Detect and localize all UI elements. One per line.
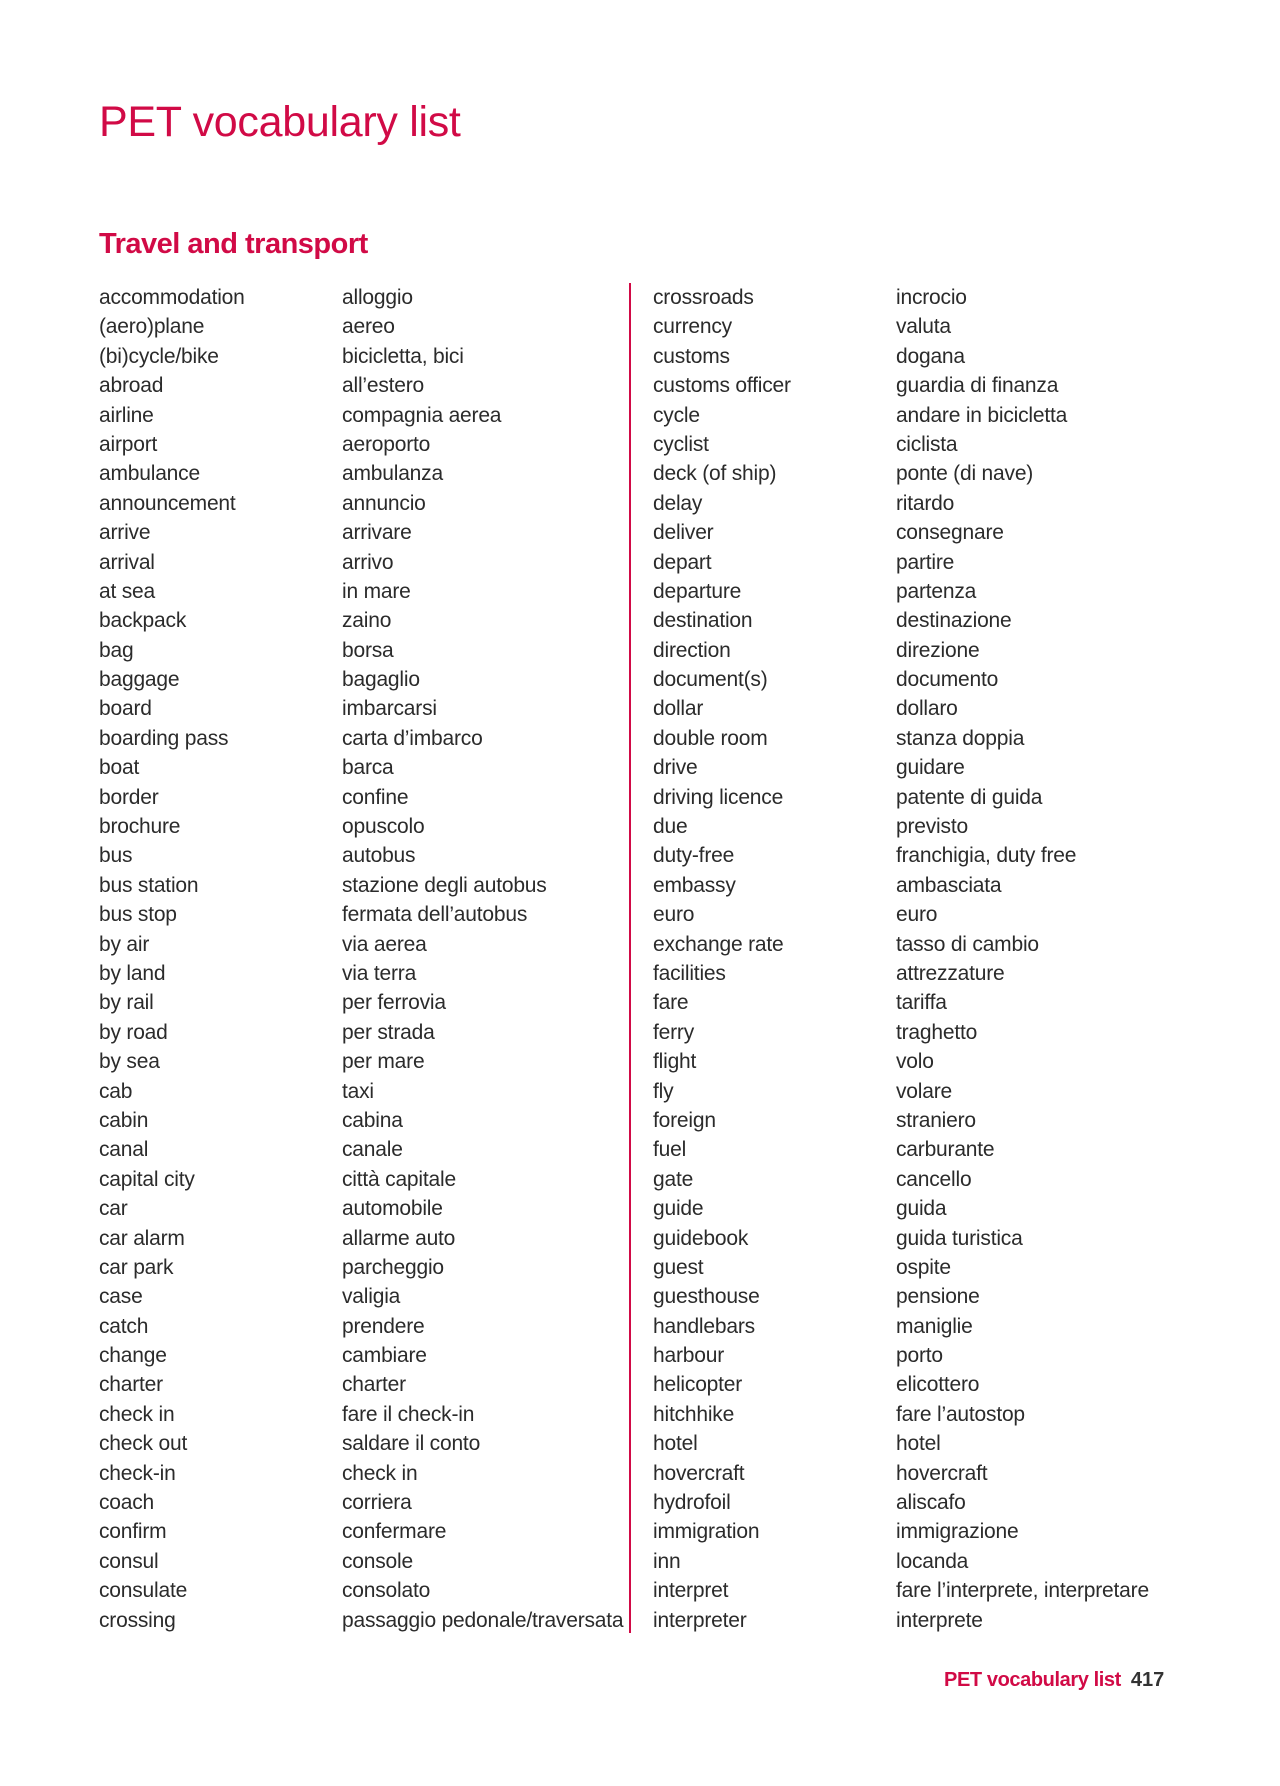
vocab-entry: hydrofoil bbox=[653, 1491, 731, 1515]
vocab-entry: guardia di finanza bbox=[896, 374, 1059, 398]
vocab-entry: embassy bbox=[653, 873, 736, 897]
vocab-entry: consulate bbox=[99, 1579, 188, 1603]
vocab-entry: guide bbox=[653, 1197, 704, 1221]
vocab-entry: documento bbox=[896, 668, 999, 692]
vocab-entry: arrivo bbox=[342, 550, 394, 574]
vocab-entry: andare in bicicletta bbox=[896, 403, 1068, 427]
vocab-entry: backpack bbox=[99, 609, 187, 633]
vocab-entry: guidebook bbox=[653, 1226, 749, 1250]
vocab-entry: aereo bbox=[342, 315, 395, 339]
vocab-entry: allarme auto bbox=[342, 1226, 456, 1250]
vocab-entry: deck (of ship) bbox=[653, 462, 777, 486]
vocab-entry: dollar bbox=[653, 697, 704, 721]
vocab-entry: charter bbox=[99, 1373, 163, 1397]
vocab-entry: guidare bbox=[896, 756, 965, 780]
vocab-entry: brochure bbox=[99, 815, 181, 839]
vocab-entry: per mare bbox=[342, 1050, 425, 1074]
vocab-entry: car park bbox=[99, 1255, 174, 1279]
vocab-entry: hovercraft bbox=[896, 1461, 988, 1485]
vocab-entry: passaggio pedonale/traversata bbox=[342, 1608, 624, 1632]
right-english-column bbox=[653, 283, 791, 1635]
vocab-entry: destinazione bbox=[896, 609, 1012, 633]
vocab-entry: cancello bbox=[896, 1167, 972, 1191]
vocab-entry: coach bbox=[99, 1491, 155, 1515]
vocab-entry: bus bbox=[99, 844, 133, 868]
vocab-entry: immigrazione bbox=[896, 1520, 1019, 1544]
vocab-entry: tariffa bbox=[896, 991, 947, 1015]
column-divider bbox=[629, 283, 631, 1633]
vocab-entry: arrival bbox=[99, 550, 155, 574]
left-english-column bbox=[99, 283, 245, 1635]
vocab-entry: board bbox=[99, 697, 152, 721]
vocab-entry: locanda bbox=[896, 1549, 969, 1573]
vocab-entry: baggage bbox=[99, 668, 180, 692]
vocab-entry: by sea bbox=[99, 1050, 160, 1074]
vocab-entry: carta d’imbarco bbox=[342, 726, 483, 750]
vocab-entry: in mare bbox=[342, 579, 411, 603]
vocab-entry: bagaglio bbox=[342, 668, 420, 692]
vocab-entry: euro bbox=[896, 903, 938, 927]
vocab-entry: stazione degli autobus bbox=[342, 873, 547, 897]
vocab-entry: cab bbox=[99, 1079, 133, 1103]
vocab-entry: confine bbox=[342, 785, 409, 809]
vocab-entry: driving licence bbox=[653, 785, 784, 809]
vocab-entry: canal bbox=[99, 1138, 149, 1162]
vocab-entry: valuta bbox=[896, 315, 951, 339]
vocab-entry: interprete bbox=[896, 1608, 983, 1632]
vocab-entry: consul bbox=[99, 1549, 159, 1573]
vocab-entry: corriera bbox=[342, 1491, 412, 1515]
left-italian-column bbox=[342, 283, 623, 1635]
vocab-entry: crossroads bbox=[653, 286, 754, 309]
vocab-entry: foreign bbox=[653, 1108, 716, 1132]
vocab-entry: patente di guida bbox=[896, 785, 1043, 809]
vocab-entry: ambulance bbox=[99, 462, 200, 486]
vocab-entry: cabin bbox=[99, 1108, 149, 1132]
vocab-entry: fare l’autostop bbox=[896, 1402, 1025, 1426]
vocab-entry: announcement bbox=[99, 491, 236, 515]
vocab-entry: due bbox=[653, 815, 688, 839]
vocab-entry: by land bbox=[99, 961, 166, 985]
vocab-entry: document(s) bbox=[653, 668, 768, 692]
vocab-entry: per ferrovia bbox=[342, 991, 446, 1015]
vocab-entry: bus station bbox=[99, 873, 199, 897]
vocab-entry: flight bbox=[653, 1050, 697, 1074]
vocab-entry: boat bbox=[99, 756, 140, 780]
vocab-entry: car bbox=[99, 1197, 128, 1221]
vocab-entry: aeroporto bbox=[342, 432, 431, 456]
page-number: 417 bbox=[1130, 1669, 1165, 1691]
vocab-entry: prendere bbox=[342, 1314, 425, 1338]
vocab-entry: via terra bbox=[342, 961, 417, 985]
vocab-entry: abroad bbox=[99, 374, 164, 398]
vocab-entry: direzione bbox=[896, 638, 980, 662]
vocab-entry: drive bbox=[653, 756, 698, 780]
vocab-entry: valigia bbox=[342, 1285, 401, 1309]
vocab-entry: harbour bbox=[653, 1344, 724, 1368]
vocab-entry: boarding pass bbox=[99, 726, 229, 750]
vocab-entry: confermare bbox=[342, 1520, 447, 1544]
vocab-entry: dollaro bbox=[896, 697, 958, 721]
vocab-entry: cambiare bbox=[342, 1344, 427, 1368]
vocab-entry: franchigia, duty free bbox=[896, 844, 1077, 868]
vocab-entry: guesthouse bbox=[653, 1285, 760, 1309]
vocab-entry: traghetto bbox=[896, 1020, 978, 1044]
vocab-entry: carburante bbox=[896, 1138, 995, 1162]
vocab-entry: per strada bbox=[342, 1020, 435, 1044]
vocab-entry: attrezzature bbox=[896, 961, 1005, 985]
vocab-entry: zaino bbox=[342, 609, 392, 633]
vocab-entry: direction bbox=[653, 638, 731, 662]
vocab-entry: bus stop bbox=[99, 903, 177, 927]
vocab-entry: catch bbox=[99, 1314, 149, 1338]
vocab-entry: borsa bbox=[342, 638, 394, 662]
section-title: Travel and transport bbox=[99, 228, 368, 260]
vocab-entry: via aerea bbox=[342, 932, 427, 956]
vocab-entry: ciclista bbox=[896, 432, 958, 456]
vocab-entry: opuscolo bbox=[342, 815, 425, 839]
vocab-entry: fare il check-in bbox=[342, 1402, 475, 1426]
vocab-entry: inn bbox=[653, 1549, 681, 1573]
vocab-entry: guest bbox=[653, 1255, 704, 1279]
vocab-entry: change bbox=[99, 1344, 167, 1368]
vocab-entry: duty-free bbox=[653, 844, 735, 868]
vocab-entry: porto bbox=[896, 1344, 943, 1368]
vocab-entry: pensione bbox=[896, 1285, 980, 1309]
vocab-entry: ferry bbox=[653, 1020, 695, 1044]
vocab-entry: cabina bbox=[342, 1108, 403, 1132]
vocab-entry: airport bbox=[99, 432, 158, 456]
vocab-entry: interpret bbox=[653, 1579, 729, 1603]
vocab-entry: gate bbox=[653, 1167, 694, 1191]
vocab-entry: charter bbox=[342, 1373, 406, 1397]
vocab-entry: ambasciata bbox=[896, 873, 1002, 897]
vocab-entry: double room bbox=[653, 726, 768, 750]
vocab-entry: parcheggio bbox=[342, 1255, 444, 1279]
vocab-entry: customs bbox=[653, 344, 730, 368]
vocab-entry: arrive bbox=[99, 521, 151, 545]
right-italian-column bbox=[896, 283, 1149, 1635]
vocab-entry: consolato bbox=[342, 1579, 431, 1603]
vocab-entry: maniglie bbox=[896, 1314, 973, 1338]
vocab-entry: taxi bbox=[342, 1079, 374, 1103]
vocab-entry: fare l’interprete, interpretare bbox=[896, 1579, 1149, 1603]
vocab-entry: imbarcarsi bbox=[342, 697, 437, 721]
vocab-entry: crossing bbox=[99, 1608, 176, 1632]
page-footer bbox=[944, 1669, 1164, 1692]
vocab-entry: check in bbox=[342, 1461, 418, 1485]
vocab-entry: by rail bbox=[99, 991, 154, 1015]
vocab-entry: border bbox=[99, 785, 159, 809]
vocab-entry: annuncio bbox=[342, 491, 426, 515]
vocab-entry: (aero)plane bbox=[99, 315, 205, 339]
vocab-entry: fuel bbox=[653, 1138, 687, 1162]
vocab-entry: check in bbox=[99, 1402, 175, 1426]
vocab-entry: barca bbox=[342, 756, 394, 780]
vocab-entry: volare bbox=[896, 1079, 952, 1103]
vocab-entry: guida bbox=[896, 1197, 947, 1221]
vocab-entry: immigration bbox=[653, 1520, 760, 1544]
vocab-entry: ritardo bbox=[896, 491, 955, 515]
vocab-entry: accommodation bbox=[99, 286, 245, 309]
vocab-entry: hotel bbox=[896, 1432, 941, 1456]
vocab-entry: hotel bbox=[653, 1432, 698, 1456]
vocab-entry: capital city bbox=[99, 1167, 195, 1191]
vocab-entry: depart bbox=[653, 550, 712, 574]
vocab-entry: dogana bbox=[896, 344, 965, 368]
vocab-entry: check-in bbox=[99, 1461, 176, 1485]
page-title: PET vocabulary list bbox=[99, 98, 461, 146]
vocab-entry: ospite bbox=[896, 1255, 951, 1279]
vocab-entry: straniero bbox=[896, 1108, 976, 1132]
vocab-entry: car alarm bbox=[99, 1226, 185, 1250]
vocab-entry: check out bbox=[99, 1432, 188, 1456]
vocab-entry: autobus bbox=[342, 844, 416, 868]
vocab-entry: case bbox=[99, 1285, 143, 1309]
vocab-entry: ponte (di nave) bbox=[896, 462, 1034, 486]
vocab-entry: tasso di cambio bbox=[896, 932, 1039, 956]
vocab-entry: compagnia aerea bbox=[342, 403, 502, 427]
vocab-entry: cyclist bbox=[653, 432, 709, 456]
vocab-entry: volo bbox=[896, 1050, 934, 1074]
vocab-entry: bag bbox=[99, 638, 134, 662]
vocab-entry: consegnare bbox=[896, 521, 1004, 545]
vocab-entry: automobile bbox=[342, 1197, 443, 1221]
vocab-entry: guida turistica bbox=[896, 1226, 1023, 1250]
vocab-entry: by road bbox=[99, 1020, 168, 1044]
vocab-entry: delay bbox=[653, 491, 703, 515]
vocab-entry: (bi)cycle/bike bbox=[99, 344, 219, 368]
vocab-entry: confirm bbox=[99, 1520, 167, 1544]
vocab-entry: previsto bbox=[896, 815, 968, 839]
vocab-entry: stanza doppia bbox=[896, 726, 1025, 750]
vocab-entry: interpreter bbox=[653, 1608, 747, 1632]
vocab-entry: alloggio bbox=[342, 286, 413, 309]
vocab-entry: departure bbox=[653, 579, 742, 603]
vocab-entry: handlebars bbox=[653, 1314, 755, 1338]
vocab-entry: partenza bbox=[896, 579, 977, 603]
vocab-entry: console bbox=[342, 1549, 413, 1573]
vocab-entry: arrivare bbox=[342, 521, 412, 545]
vocab-entry: incrocio bbox=[896, 286, 967, 309]
footer-label: PET vocabulary list bbox=[944, 1669, 1121, 1691]
vocab-entry: customs officer bbox=[653, 374, 791, 398]
vocab-entry: hitchhike bbox=[653, 1402, 735, 1426]
vocab-entry: fermata dell’autobus bbox=[342, 903, 528, 927]
vocab-entry: ambulanza bbox=[342, 462, 443, 486]
vocab-entry: euro bbox=[653, 903, 695, 927]
vocab-entry: all’estero bbox=[342, 374, 425, 398]
vocab-entry: cycle bbox=[653, 403, 700, 427]
vocab-entry: bicicletta, bici bbox=[342, 344, 464, 368]
vocab-entry: helicopter bbox=[653, 1373, 743, 1397]
vocab-entry: hovercraft bbox=[653, 1461, 745, 1485]
vocab-entry: at sea bbox=[99, 579, 156, 603]
vocab-entry: destination bbox=[653, 609, 753, 633]
vocab-entry: città capitale bbox=[342, 1167, 456, 1191]
vocab-entry: saldare il conto bbox=[342, 1432, 481, 1456]
vocab-entry: by air bbox=[99, 932, 150, 956]
vocab-entry: facilities bbox=[653, 961, 726, 985]
vocab-entry: currency bbox=[653, 315, 732, 339]
vocab-entry: canale bbox=[342, 1138, 403, 1162]
vocab-entry: aliscafo bbox=[896, 1491, 966, 1515]
vocab-entry: partire bbox=[896, 550, 955, 574]
vocab-entry: fare bbox=[653, 991, 689, 1015]
vocab-entry: elicottero bbox=[896, 1373, 980, 1397]
vocab-entry: fly bbox=[653, 1079, 674, 1103]
vocab-entry: deliver bbox=[653, 521, 714, 545]
vocab-entry: exchange rate bbox=[653, 932, 784, 956]
vocab-entry: airline bbox=[99, 403, 154, 427]
